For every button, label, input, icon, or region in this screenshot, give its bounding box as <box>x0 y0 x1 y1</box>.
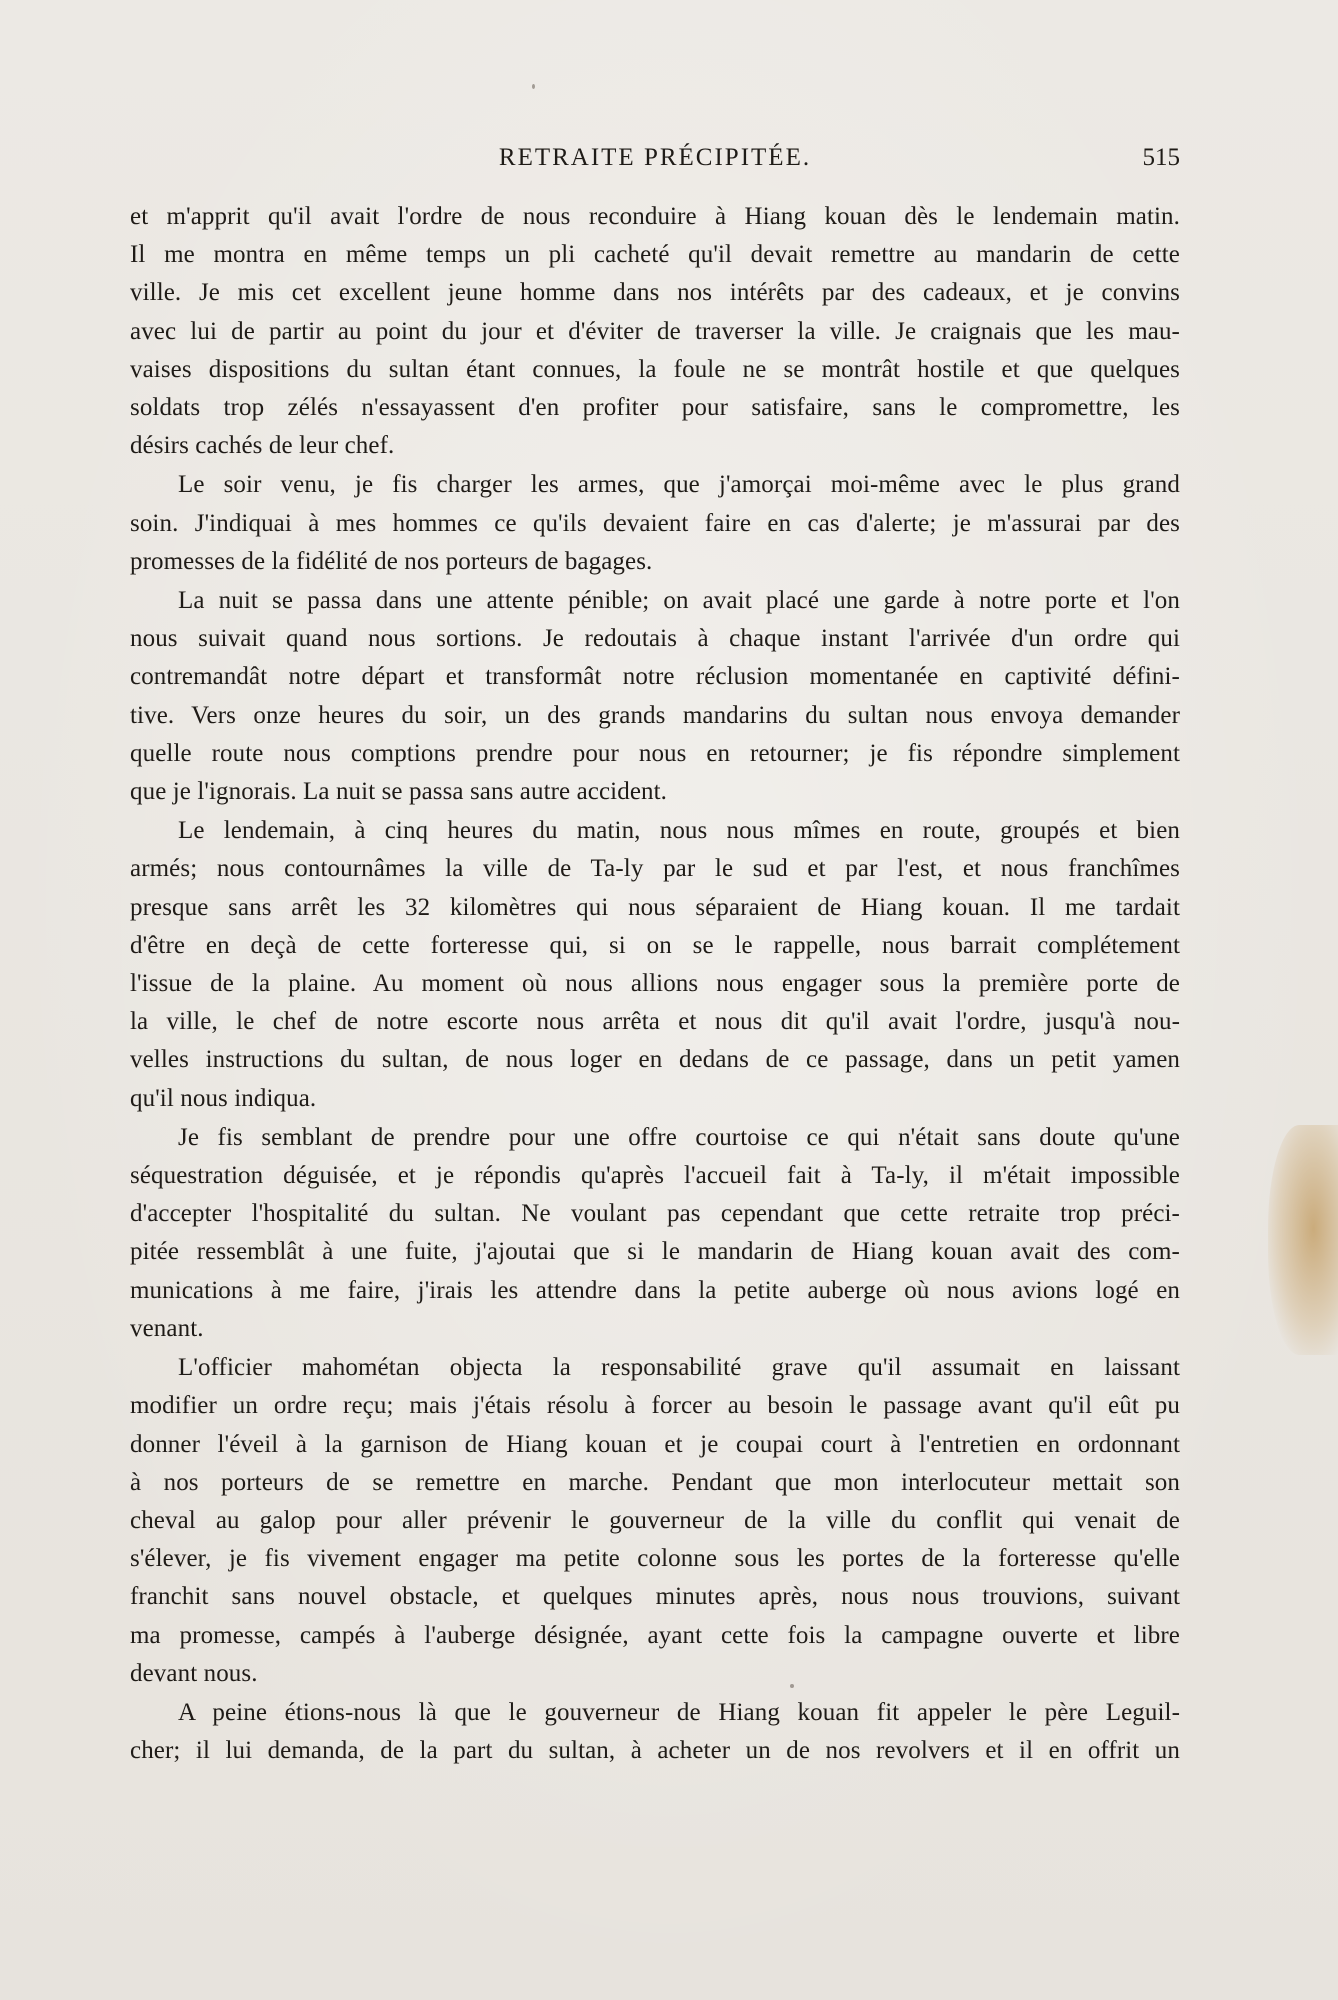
text-line: et m'apprit qu'il avait l'ordre de nous reconduire à Hiang kouan dès le lendemain matin. <box>130 203 1180 230</box>
text-line: que je l'ignorais. La nuit se passa sans autre accident. <box>130 778 668 806</box>
text-line: s'élever, je fis vivement engager ma petite colonne sous les portes de la forteresse qu'elle <box>130 1545 1180 1573</box>
page-stain <box>1268 1125 1338 1355</box>
paragraph <box>130 466 1180 581</box>
text-line: l'issue de la plaine. Au moment où nous allions nous engager sous la première porte de <box>130 970 1180 998</box>
ink-speck <box>532 84 535 89</box>
paragraph <box>130 1349 1180 1693</box>
text-line: d'être en deçà de cette forteresse qui, si on se le rappelle, nous barrait complétement <box>130 931 1180 959</box>
paragraph <box>130 582 1180 811</box>
text-line: armés; nous contournâmes la ville de Ta-ly par le sud et par l'est, et nous franchîmes <box>130 855 1180 883</box>
paragraph <box>130 1694 1180 1770</box>
text-line: quelle route nous comptions prendre pour nous en retourner; je fis répondre simplement <box>130 739 1180 767</box>
text-line: Je fis semblant de prendre pour une offre courtoise ce qui n'était sans doute qu'une <box>178 1123 1180 1151</box>
text-line: désirs cachés de leur chef. <box>130 432 395 460</box>
page-header <box>130 144 1180 184</box>
text-line: franchit sans nouvel obstacle, et quelques minutes après, nous nous trouvions, suivant <box>130 1583 1180 1611</box>
text-line: devant nous. <box>130 1659 258 1687</box>
text-line: d'accepter l'hospitalité du sultan. Ne voulant pas cependant que cette retraite trop préci- <box>130 1200 1180 1228</box>
page-number: 515 <box>1142 144 1180 171</box>
text-line: presque sans arrêt les 32 kilomètres qui nous séparaient de Hiang kouan. Il me tardait <box>130 893 1180 921</box>
paragraph <box>130 812 1180 1118</box>
text-line: soldats trop zélés n'essayassent d'en profiter pour satisfaire, sans le compromettre, les <box>130 394 1180 422</box>
text-line: munications à me faire, j'irais les attendre dans la petite auberge où nous avions logé en <box>130 1276 1180 1304</box>
text-line: qu'il nous indiqua. <box>130 1084 317 1112</box>
text-line: modifier un ordre reçu; mais j'étais résolu à forcer au besoin le passage avant qu'il eût pu <box>130 1392 1180 1420</box>
text-line: tive. Vers onze heures du soir, un des grands mandarins du sultan nous envoya demander <box>130 701 1180 729</box>
text-line: Le lendemain, à cinq heures du matin, nous nous mîmes en route, groupés et bien <box>178 817 1180 845</box>
text-line: cher; il lui demanda, de la part du sultan, à acheter un de nos revolvers et il en offrit un <box>130 1737 1180 1765</box>
body-text <box>130 198 1180 1770</box>
text-line: velles instructions du sultan, de nous loger en dedans de ce passage, dans un petit yamen <box>130 1046 1180 1074</box>
text-line: la ville, le chef de notre escorte nous arrêta et nous dit qu'il avait l'ordre, jusqu'à nou- <box>130 1008 1180 1036</box>
text-line: donner l'éveil à la garnison de Hiang kouan et je coupai court à l'entretien en ordonnant <box>130 1430 1180 1458</box>
text-line: A peine étions-nous là que le gouverneur de Hiang kouan fit appeler le père Leguil- <box>178 1698 1180 1726</box>
paragraph <box>130 1119 1180 1348</box>
text-line: à nos porteurs de se remettre en marche. Pendant que mon interlocuteur mettait son <box>130 1468 1180 1496</box>
text-line: séquestration déguisée, et je répondis qu'après l'accueil fait à Ta-ly, il m'était impossible <box>130 1162 1180 1190</box>
text-line: avec lui de partir au point du jour et d'éviter de traverser la ville. Je craignais que les mau- <box>130 317 1180 345</box>
running-title: RETRAITE PRÉCIPITÉE. <box>498 144 812 171</box>
paragraph <box>130 198 1180 465</box>
text-line: contremandât notre départ et transformât notre réclusion momentanée en captivité défini- <box>130 663 1180 691</box>
text-line: La nuit se passa dans une attente pénible; on avait placé une garde à notre porte et l'on <box>178 587 1180 615</box>
text-line: nous suivait quand nous sortions. Je redoutais à chaque instant l'arrivée d'un ordre qui <box>130 625 1180 653</box>
text-line: ville. Je mis cet excellent jeune homme dans nos intérêts par des cadeaux, et je convins <box>130 279 1180 307</box>
text-line: L'officier mahométan objecta la responsabilité grave qu'il assumait en laissant <box>178 1354 1180 1382</box>
text-line: venant. <box>130 1314 204 1342</box>
text-line: ma promesse, campés à l'auberge désignée, ayant cette fois la campagne ouverte et libre <box>130 1621 1180 1649</box>
text-line: Le soir venu, je fis charger les armes, que j'amorçai moi-même avec le plus grand <box>178 471 1180 499</box>
text-line: promesses de la fidélité de nos porteurs de bagages. <box>130 547 653 575</box>
text-line: pitée ressemblât à une fuite, j'ajoutai que si le mandarin de Hiang kouan avait des com- <box>130 1238 1180 1266</box>
text-line: soin. J'indiquai à mes hommes ce qu'ils devaient faire en cas d'alerte; je m'assurai par des <box>130 509 1180 537</box>
text-line: vaises dispositions du sultan étant connues, la foule ne se montrât hostile et que quelques <box>130 355 1180 383</box>
text-line: cheval au galop pour aller prévenir le gouverneur de la ville du conflit qui venait de <box>130 1506 1180 1534</box>
text-line: Il me montra en même temps un pli cacheté qu'il devait remettre au mandarin de cette <box>130 241 1180 269</box>
